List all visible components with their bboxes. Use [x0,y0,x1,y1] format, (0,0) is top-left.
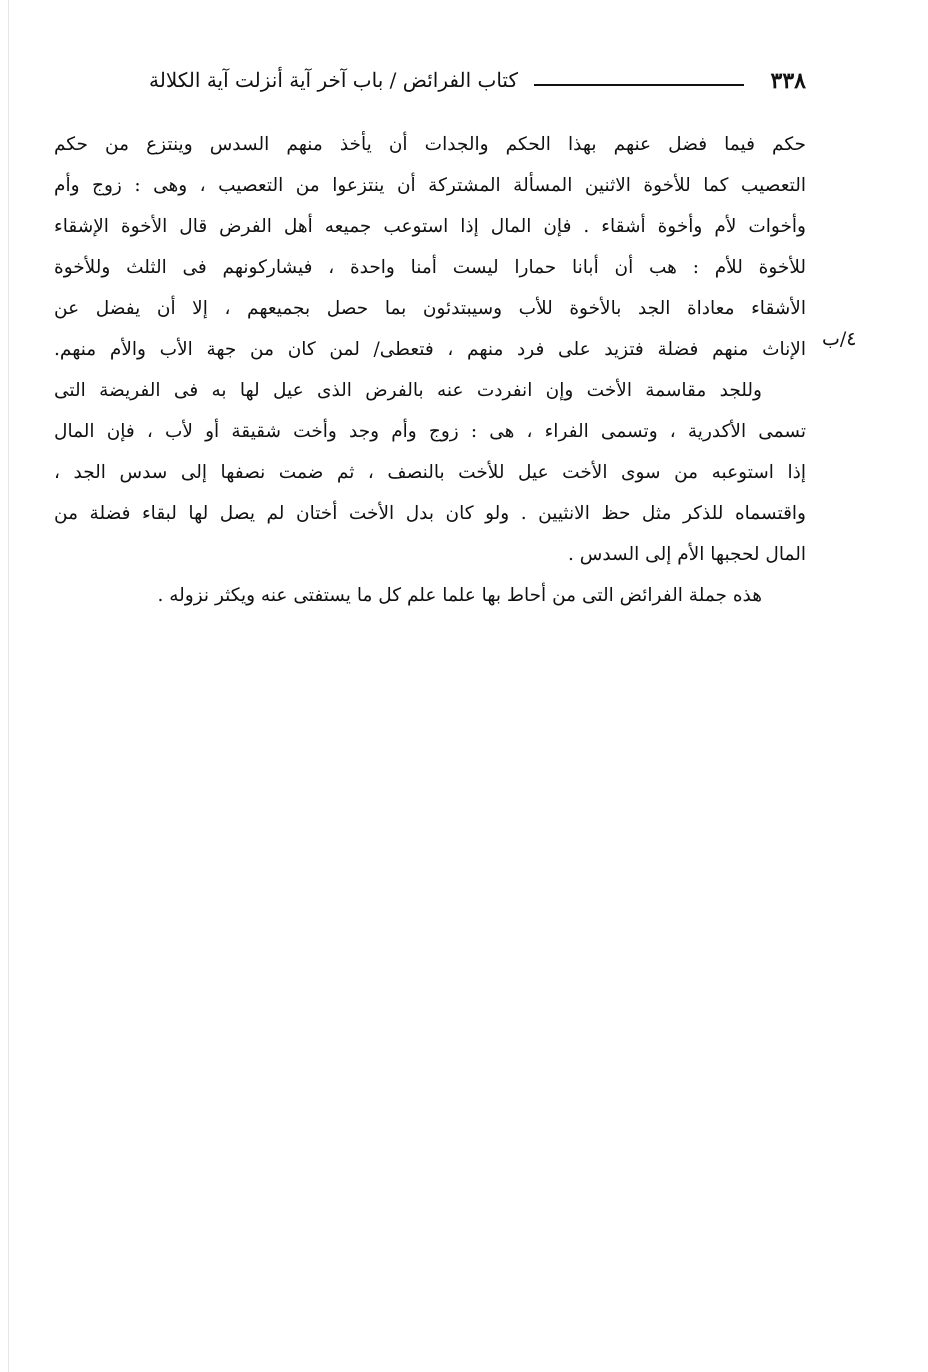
text-line: الإناث منهم فضلة فتزيد على فرد منهم ، فتعطى/ لمن كان من جهة الأب والأم منهم. [54,339,806,360]
paragraph-1 [54,124,806,370]
header-rule [534,84,744,86]
text-line: المال لحجبها الأم إلى السدس . [567,544,806,565]
text-line: التعصيب كما للأخوة الاثنين المسألة المشتركة أن ينتزعوا من التعصيب ، وهى : زوج وأم [54,175,806,196]
text-line: حكم فيما فضل عنهم بهذا الحكم والجدات أن يأخذ منهم السدس وينتزع من حكم [54,134,806,155]
paragraph-2 [54,370,806,575]
scan-edge-line [8,0,9,1372]
text-line: وللجد مقاسمة الأخت وإن انفردت عنه بالفرض الذى عيل لها به فى الفريضة التى [54,380,762,401]
text-line: هذه جملة الفرائض التى من أحاط بها علما علم كل ما يستفتى عنه ويكثر نزوله . [157,585,762,606]
text-line: تسمى الأكدرية ، وتسمى الفراء ، هى : زوج وأم وجد وأخت شقيقة أو لأب ، فإن المال [54,421,806,442]
page-number: ٣٣٨ [770,68,806,94]
paragraph-3 [54,575,806,616]
running-title: كتاب الفرائض / باب آخر آية أنزلت آية الكلالة [149,68,518,92]
manuscript-folio-marker: ٤/ب [822,328,857,350]
body-text [54,124,806,616]
text-line: وأخوات لأم وأخوة أشقاء . فإن المال إذا استوعب جميعه أهل الفرض قال الأخوة الإشقاء [54,216,806,237]
page-header [66,66,806,98]
text-line: واقتسماه للذكر مثل حظ الانثيين . ولو كان بدل الأخت أختان لم يصل لها لبقاء فضلة من [54,503,806,524]
text-line: إذا استوعبه من سوى الأخت عيل للأخت بالنصف ، ثم ضمت نصفها إلى سدس الجد ، [54,462,806,483]
text-line: للأخوة للأم : هب أن أبانا حمارا ليست أمنا واحدة ، فيشاركونهم فى الثلث وللأخوة [54,257,806,278]
text-line: الأشقاء معاداة الجد بالأخوة للأب وسيبتدئون بما حصل بجميعهم ، إلا أن يفضل عن [54,298,806,319]
